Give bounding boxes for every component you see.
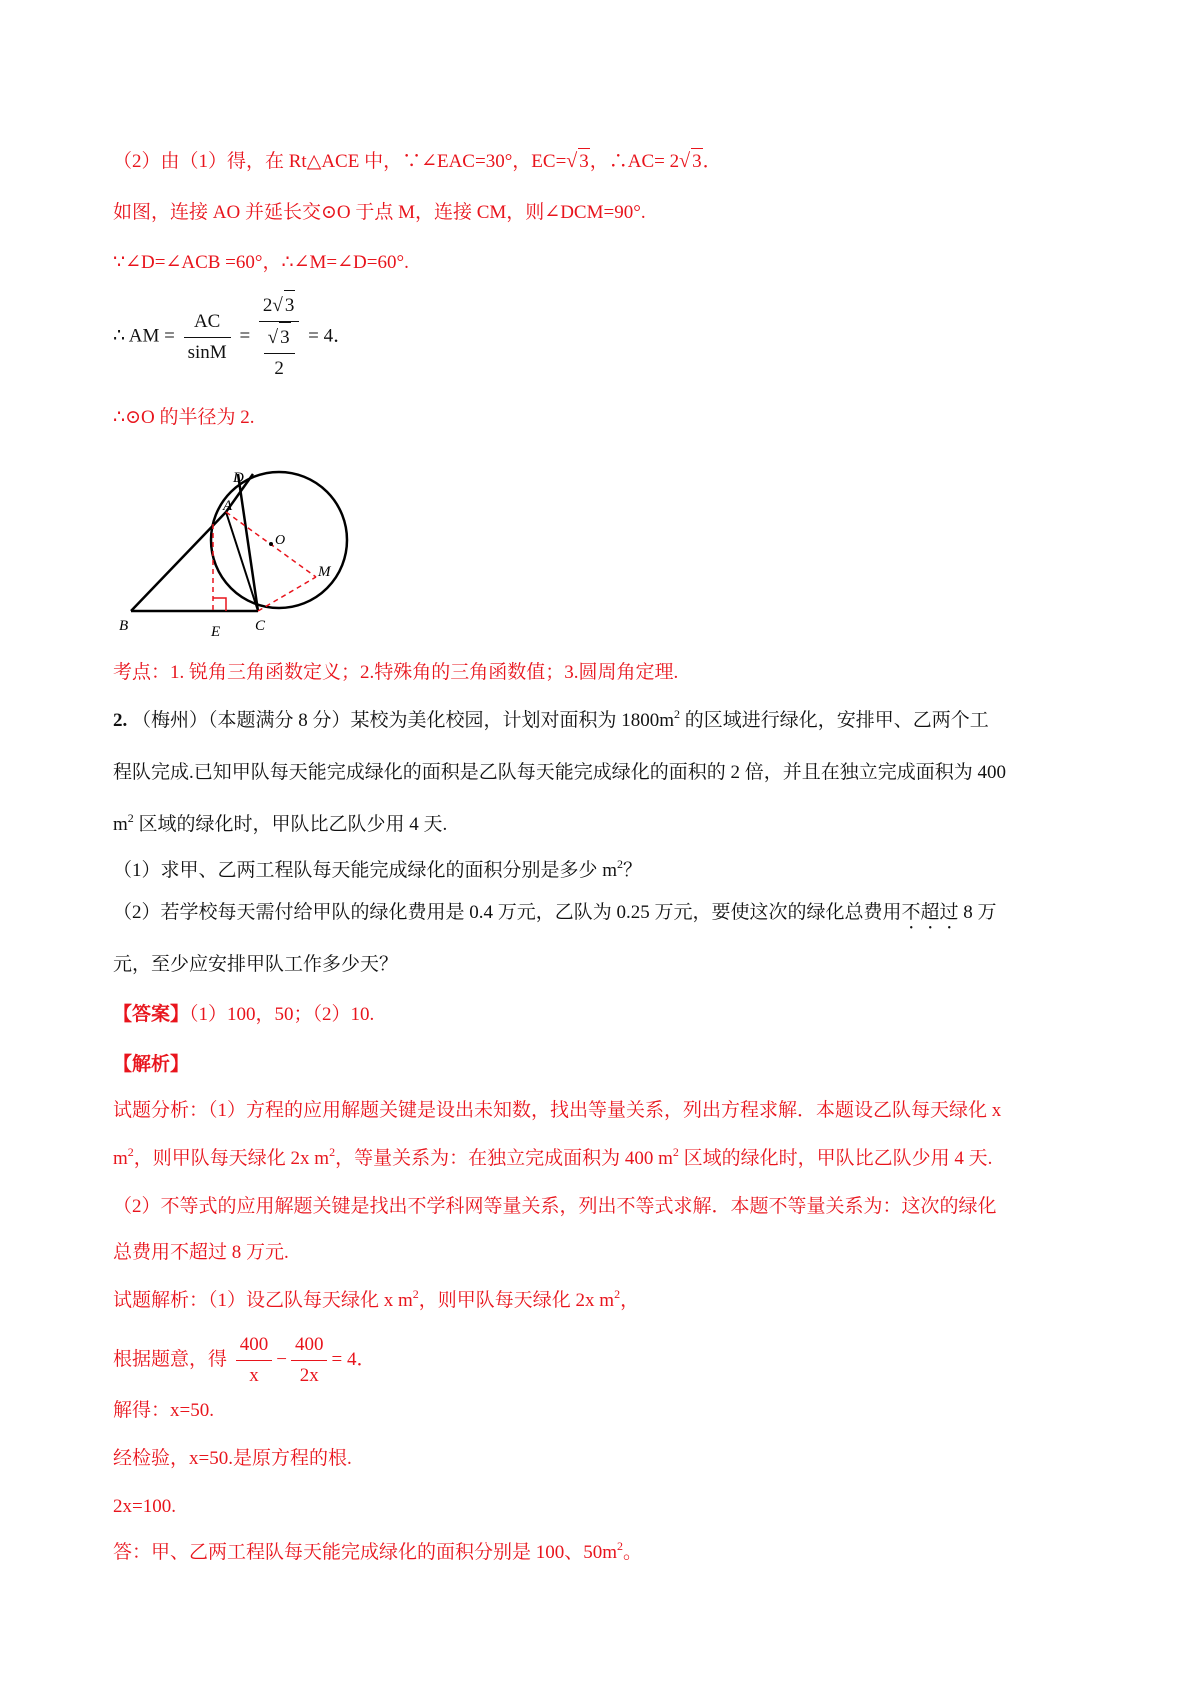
analysis-label: 【解析】 [113,1054,190,1075]
label-c: C [255,618,266,634]
label-b: B [119,618,129,634]
am-formula: ∴ AM = $\frac{AC}{\sin M}$ = $\frac{2√ 3}{\frac{√ 3}{2}}$ = 4． [113,290,352,384]
fraction-ac-sinm: $\frac{AC}{\sin M}$ [184,307,231,368]
analysis-line-7: 解得：x=50. [113,1400,214,1421]
label-m: M [318,564,331,580]
analysis-line-1: 试题分析：（1）方程的应用解题关键是设出未知数，找出等量关系，列出方程求解．本题设乙队每天绿化 x [113,1100,1002,1121]
analysis-line-3: （2）不等式的应用解题关键是找出不学科网等量关系，列出不等式求解．本题不等量关系为：这次的绿化 [113,1196,997,1217]
label-d: D [233,470,244,486]
radius-conclusion: ∴⊙O 的半径为 2. [113,407,255,428]
solution-step-1: （2）由（1）得，在 Rt△ACE 中，∵∠EAC=30°，EC=√ 3，∴AC= 2√ 3． [113,148,722,175]
segment-ba [131,512,226,611]
analysis-line-9: 2x=100. [113,1496,176,1517]
question-2-line-1: 2. （梅州）（本题满分 8 分）某校为美化校园，计划对面积为 $1800m^2$ 的区域进行绿化，安排甲、乙两个工 [113,707,989,731]
question-2-line-3: $m^2$ 区域的绿化时，甲队比乙队少用 4 天. [113,811,448,835]
solution-step-3: ∵∠D=∠ACB =60°，∴∠M=∠D=60°. [113,252,409,273]
fraction-400-2x: $\frac{400}{2x}$ [291,1330,328,1391]
fraction-400-x: $\frac{400}{x}$ [236,1330,273,1391]
answer: 【答案】（1）100，50；（2）10. [113,1004,375,1025]
right-angle-mark [213,598,226,611]
kaodian: 考点：1. 锐角三角函数定义；2.特殊角的三角函数值；3.圆周角定理. [113,662,679,683]
label-e: E [211,624,221,638]
equation-line: 根据题意，得 $\frac{400}{x}$ − $\frac{400}{2x}$ = 4． [113,1330,375,1391]
analysis-line-2: $m^2$，则甲队每天绿化 2x $m^2$，等量关系为：在独立完成面积为 400 $m^2$ 区域的绿化时，甲队比乙队少用 4 天. [113,1145,993,1169]
solution-step-2: 如图，连接 AO 并延长交⊙O 于点 M，连接 CM，则∠DCM=90°. [113,202,646,223]
analysis-line-4: 总费用不超过 8 万元. [113,1242,289,1263]
label-a: A [223,498,233,514]
analysis-line-10: 答：甲、乙两工程队每天能完成绿化的面积分别是 100、$50m^2$。 [113,1539,643,1563]
question-2-sub-2: （2）若学校每天需付给甲队的绿化费用是 0.4 万元，乙队为 0.25 万元，要使这次的绿化总费用不超过 8 万 [113,902,997,923]
fraction-2sqrt3-over: $\frac{2√ 3}{\frac{√ 3}{2}}$ [259,290,299,384]
question-2-sub-1: （1）求甲、乙两工程队每天能完成绿化的面积分别是多少 $m^2$？ [113,857,643,881]
question-2-line-2: 程队完成.已知甲队每天能完成绿化的面积是乙队每天能完成绿化的面积的 2 倍，并且在独立完成面积为 400 [113,762,1007,783]
segment-cm [258,577,316,611]
geometry-figure [113,468,353,638]
analysis-line-5: 试题解析：（1）设乙队每天绿化 x $m^2$，则甲队每天绿化 2x $m^2$， [113,1287,640,1311]
analysis-line-8: 经检验，x=50.是原方程的根. [113,1448,352,1469]
label-o: O [275,533,286,548]
segment-dc [238,474,258,611]
center-o [269,542,273,546]
question-2-sub-2-cont: 元，至少应安排甲队工作多少天？ [113,954,399,975]
